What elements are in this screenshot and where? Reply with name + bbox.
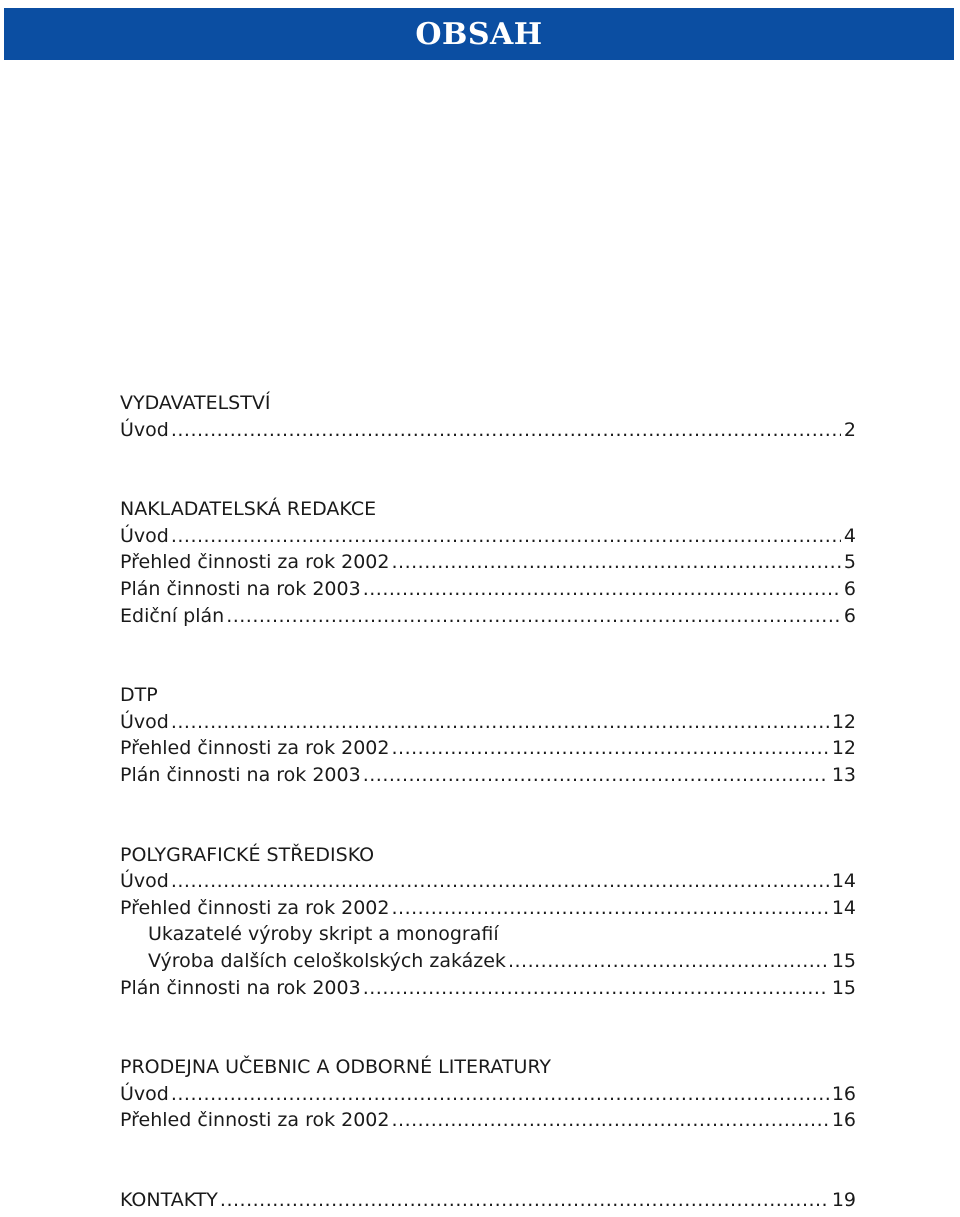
toc-entry[interactable]: [120, 549, 856, 576]
toc-entry-page: 15: [831, 949, 856, 972]
toc-entry-page: 5: [843, 551, 856, 574]
toc-entry-page: 13: [831, 763, 856, 786]
toc-entry-label: Úvod: [120, 710, 169, 733]
toc-entry-page: 2: [843, 418, 856, 441]
toc-section-heading: POLYGRAFICKÉ STŘEDISKO: [120, 843, 375, 866]
toc-entry-page: 15: [831, 976, 856, 999]
toc-entry-label: Ediční plán: [120, 604, 225, 627]
toc-entry[interactable]: [120, 576, 856, 603]
toc-entry[interactable]: [120, 762, 856, 789]
page-title: OBSAH: [415, 16, 543, 52]
toc-entry-page: 14: [831, 870, 856, 893]
toc-leader-dots: [363, 762, 829, 789]
toc-entry-page: 16: [831, 1082, 856, 1105]
toc-entry-label: Výroba dalších celoškolských zakázek: [148, 949, 506, 972]
toc-leader-dots: [363, 975, 829, 1002]
toc-entry-page: 14: [831, 896, 856, 919]
toc-entry-page: 12: [831, 737, 856, 760]
toc-entry[interactable]: [120, 1107, 856, 1134]
toc-leader-dots: [392, 895, 829, 922]
toc-entry-label: Přehled činnosti za rok 2002: [120, 551, 390, 574]
toc-leader-dots: [363, 576, 841, 603]
toc-entry-label: Úvod: [120, 524, 169, 547]
toc-entry-label: Přehled činnosti za rok 2002: [120, 1109, 390, 1132]
toc-leader-dots: [171, 1081, 829, 1108]
toc-entry-label: Přehled činnosti za rok 2002: [120, 737, 390, 760]
toc-section-heading: PRODEJNA UČEBNIC A ODBORNÉ LITERATURY: [120, 1056, 552, 1079]
toc-leader-dots: [392, 735, 829, 762]
header-banner: [4, 8, 954, 60]
toc-entry-label: Přehled činnosti za rok 2002: [120, 896, 390, 919]
toc-entry[interactable]: [120, 523, 856, 550]
toc-section-kontakty: [120, 1187, 856, 1214]
toc-entry-label: Úvod: [120, 870, 169, 893]
toc-entry[interactable]: [120, 709, 856, 736]
toc-entry-page: 4: [843, 524, 856, 547]
toc-leader-dots: [171, 709, 829, 736]
toc-leader-dots: [508, 948, 829, 975]
toc-entry-label: Plán činnosti na rok 2003: [120, 577, 361, 600]
toc-entry-label: Plán činnosti na rok 2003: [120, 976, 361, 999]
toc-entry[interactable]: [120, 417, 856, 444]
toc-section-polygraficke: [120, 842, 856, 1002]
toc-entry-page: 6: [843, 577, 856, 600]
toc-entry-page: 16: [831, 1109, 856, 1132]
toc-section-heading: KONTAKTY: [120, 1188, 218, 1211]
toc-leader-dots: [392, 1107, 829, 1134]
toc-entry[interactable]: [120, 868, 856, 895]
toc-leader-dots: [171, 417, 841, 444]
toc-entry[interactable]: [120, 895, 856, 922]
toc-entry-label: Úvod: [120, 1082, 169, 1105]
toc-entry-page: 12: [831, 710, 856, 733]
toc-subentry[interactable]: [120, 921, 856, 948]
toc-section-heading: DTP: [120, 684, 158, 707]
toc-entry[interactable]: [120, 975, 856, 1002]
toc-entry[interactable]: [120, 735, 856, 762]
toc-section-vydavatelstvi: [120, 390, 856, 443]
toc-leader-dots: [226, 603, 841, 630]
toc-section-nakladatelska: [120, 496, 856, 629]
toc-section-heading: NAKLADATELSKÁ REDAKCE: [120, 498, 377, 521]
toc-leader-dots: [220, 1187, 829, 1214]
table-of-contents: [120, 390, 856, 1213]
toc-entry-label: Ukazatelé výroby skript a monografií: [148, 923, 499, 946]
toc-entry[interactable]: [120, 603, 856, 630]
toc-leader-dots: [392, 549, 841, 576]
toc-entry-page: 19: [831, 1188, 856, 1211]
toc-section-prodejna: [120, 1054, 856, 1134]
toc-entry[interactable]: [120, 1081, 856, 1108]
toc-entry-page: 6: [843, 604, 856, 627]
toc-entry-kontakty[interactable]: [120, 1187, 856, 1214]
toc-section-dtp: [120, 682, 856, 788]
toc-leader-dots: [171, 868, 829, 895]
toc-entry-label: Úvod: [120, 418, 169, 441]
toc-subentry[interactable]: [120, 948, 856, 975]
toc-section-heading: VYDAVATELSTVÍ: [120, 392, 271, 414]
toc-entry-label: Plán činnosti na rok 2003: [120, 763, 361, 786]
toc-leader-dots: [171, 523, 841, 550]
